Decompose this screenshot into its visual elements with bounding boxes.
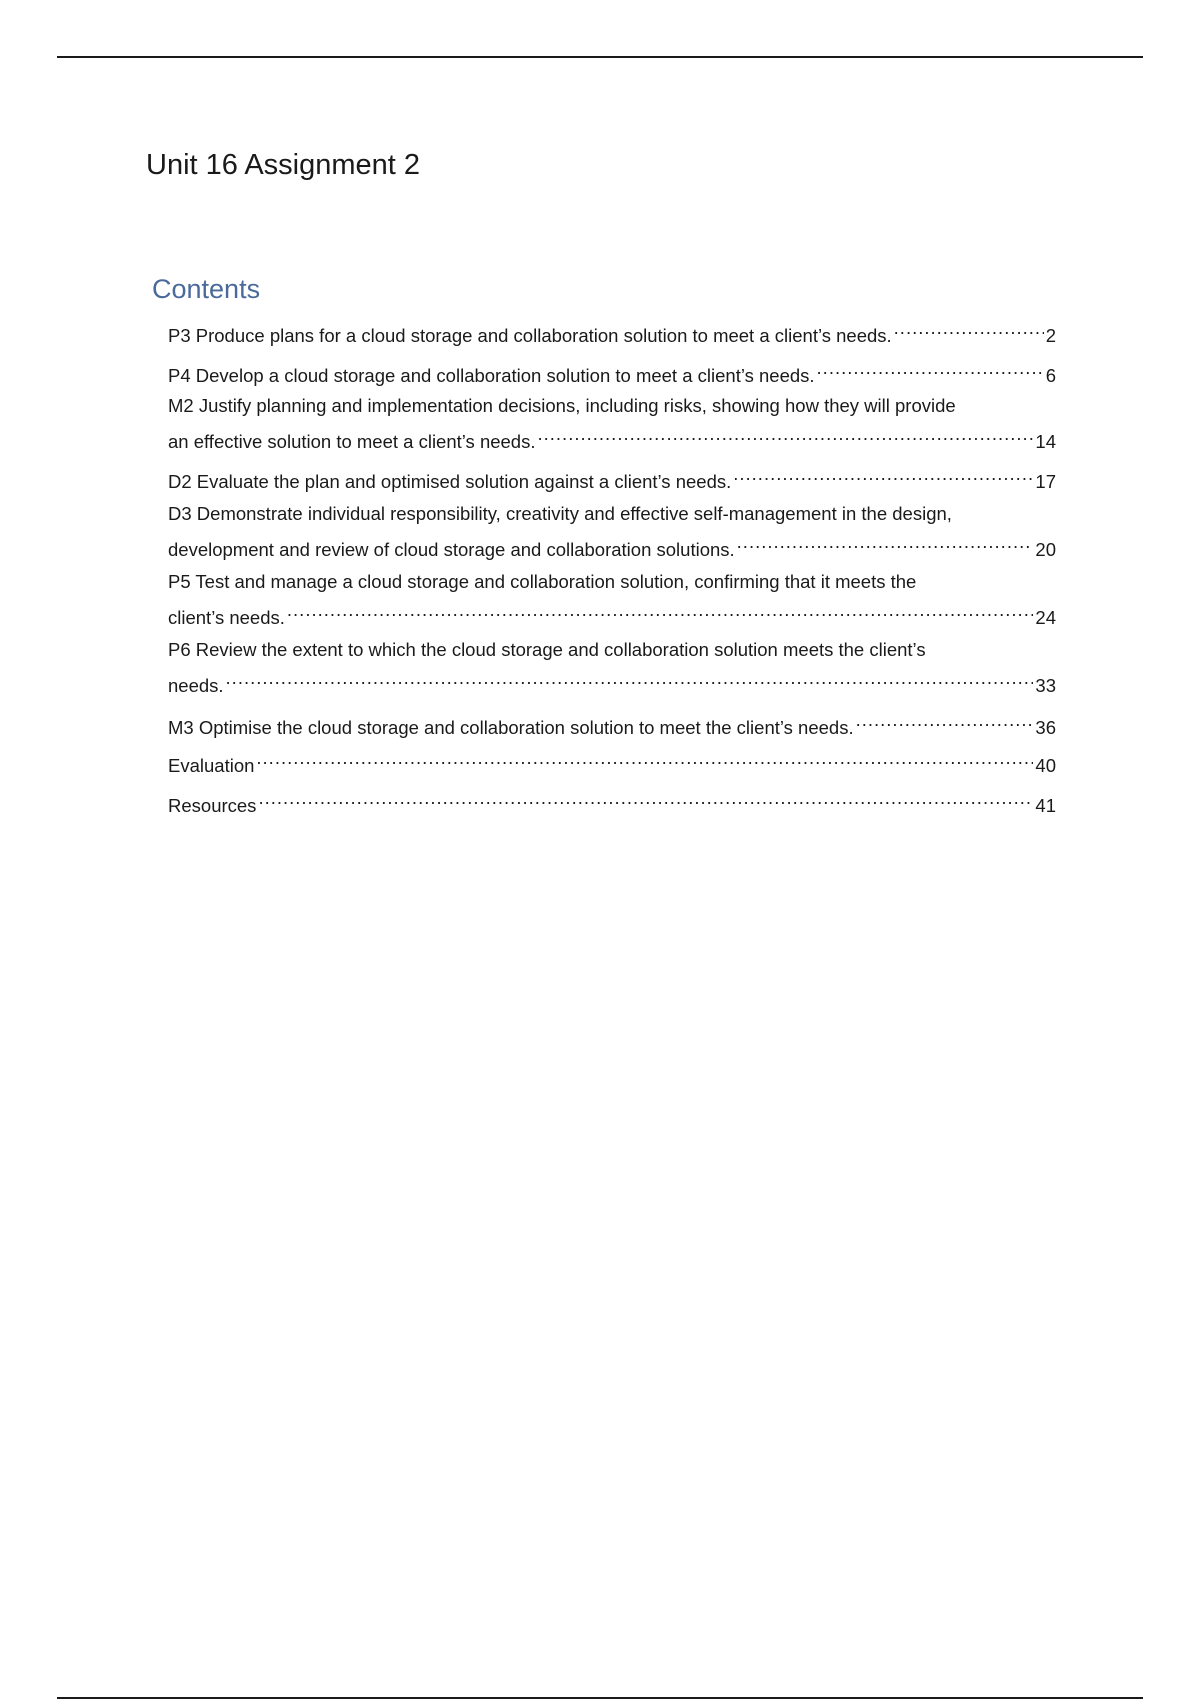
toc-entry[interactable] (168, 354, 1056, 386)
toc-page-number: 6 (1045, 365, 1056, 386)
toc-entry[interactable] (168, 500, 1056, 560)
toc-dot-leader (256, 744, 1033, 772)
toc-dot-leader (538, 420, 1034, 448)
toc-entry-text: D2 Evaluate the plan and optimised solution against a client’s needs. (168, 471, 732, 492)
toc-entry-text: P6 Review the extent to which the cloud storage and collaboration solution meets the client’s (168, 639, 926, 660)
toc-heading: Contents (152, 274, 261, 304)
toc-entry[interactable] (168, 460, 1056, 492)
toc-entry[interactable] (168, 314, 1056, 346)
toc-page-number: 40 (1035, 755, 1056, 776)
toc-entry-text: client’s needs. (168, 607, 285, 628)
toc-page-number: 24 (1035, 607, 1056, 628)
footer-rule (57, 1697, 1143, 1699)
toc-entry-text: D3 Demonstrate individual responsibility, creativity and effective self-management in the design, (168, 503, 952, 524)
toc-dot-leader (287, 596, 1034, 624)
toc-page-number: 36 (1035, 717, 1056, 738)
toc-dot-leader (894, 314, 1044, 342)
toc-entry[interactable] (168, 744, 1056, 776)
toc-page-number: 33 (1035, 675, 1056, 696)
toc-entry[interactable] (168, 568, 1056, 628)
toc-entry-text: P3 Produce plans for a cloud storage and collaboration solution to meet a client’s needs. (168, 325, 892, 346)
toc-dot-leader (258, 784, 1033, 812)
toc-page-number: 14 (1035, 431, 1056, 452)
toc-dot-leader (226, 664, 1034, 692)
toc-dot-leader (817, 354, 1044, 382)
toc-entry-text: needs. (168, 675, 224, 696)
toc-entry-text: an effective solution to meet a client’s needs. (168, 431, 536, 452)
toc-entry-text: M2 Justify planning and implementation decisions, including risks, showing how they will provide (168, 395, 956, 416)
toc-page-number: 41 (1035, 795, 1056, 816)
toc-page-number: 17 (1035, 471, 1056, 492)
toc-entry[interactable] (168, 706, 1056, 738)
header-rule (57, 56, 1143, 58)
document-title: Unit 16 Assignment 2 (146, 149, 421, 181)
toc-entry-text: Resources (168, 795, 257, 816)
toc-entry[interactable] (168, 784, 1056, 816)
toc-entry-text: M3 Optimise the cloud storage and collaboration solution to meet the client’s needs. (168, 717, 854, 738)
toc-entry[interactable] (168, 636, 1056, 696)
toc-page-number: 2 (1045, 325, 1056, 346)
toc-dot-leader (737, 528, 1034, 556)
toc-entry[interactable] (168, 392, 1056, 452)
toc-page-number: 20 (1035, 539, 1056, 560)
toc-entry-text: P5 Test and manage a cloud storage and collaboration solution, confirming that it meets the (168, 571, 917, 592)
toc-entry-text: P4 Develop a cloud storage and collaboration solution to meet a client’s needs. (168, 365, 815, 386)
toc-dot-leader (733, 460, 1033, 488)
toc-entry-text: development and review of cloud storage and collaboration solutions. (168, 539, 735, 560)
toc-entry-text: Evaluation (168, 755, 255, 776)
toc-dot-leader (856, 706, 1034, 734)
